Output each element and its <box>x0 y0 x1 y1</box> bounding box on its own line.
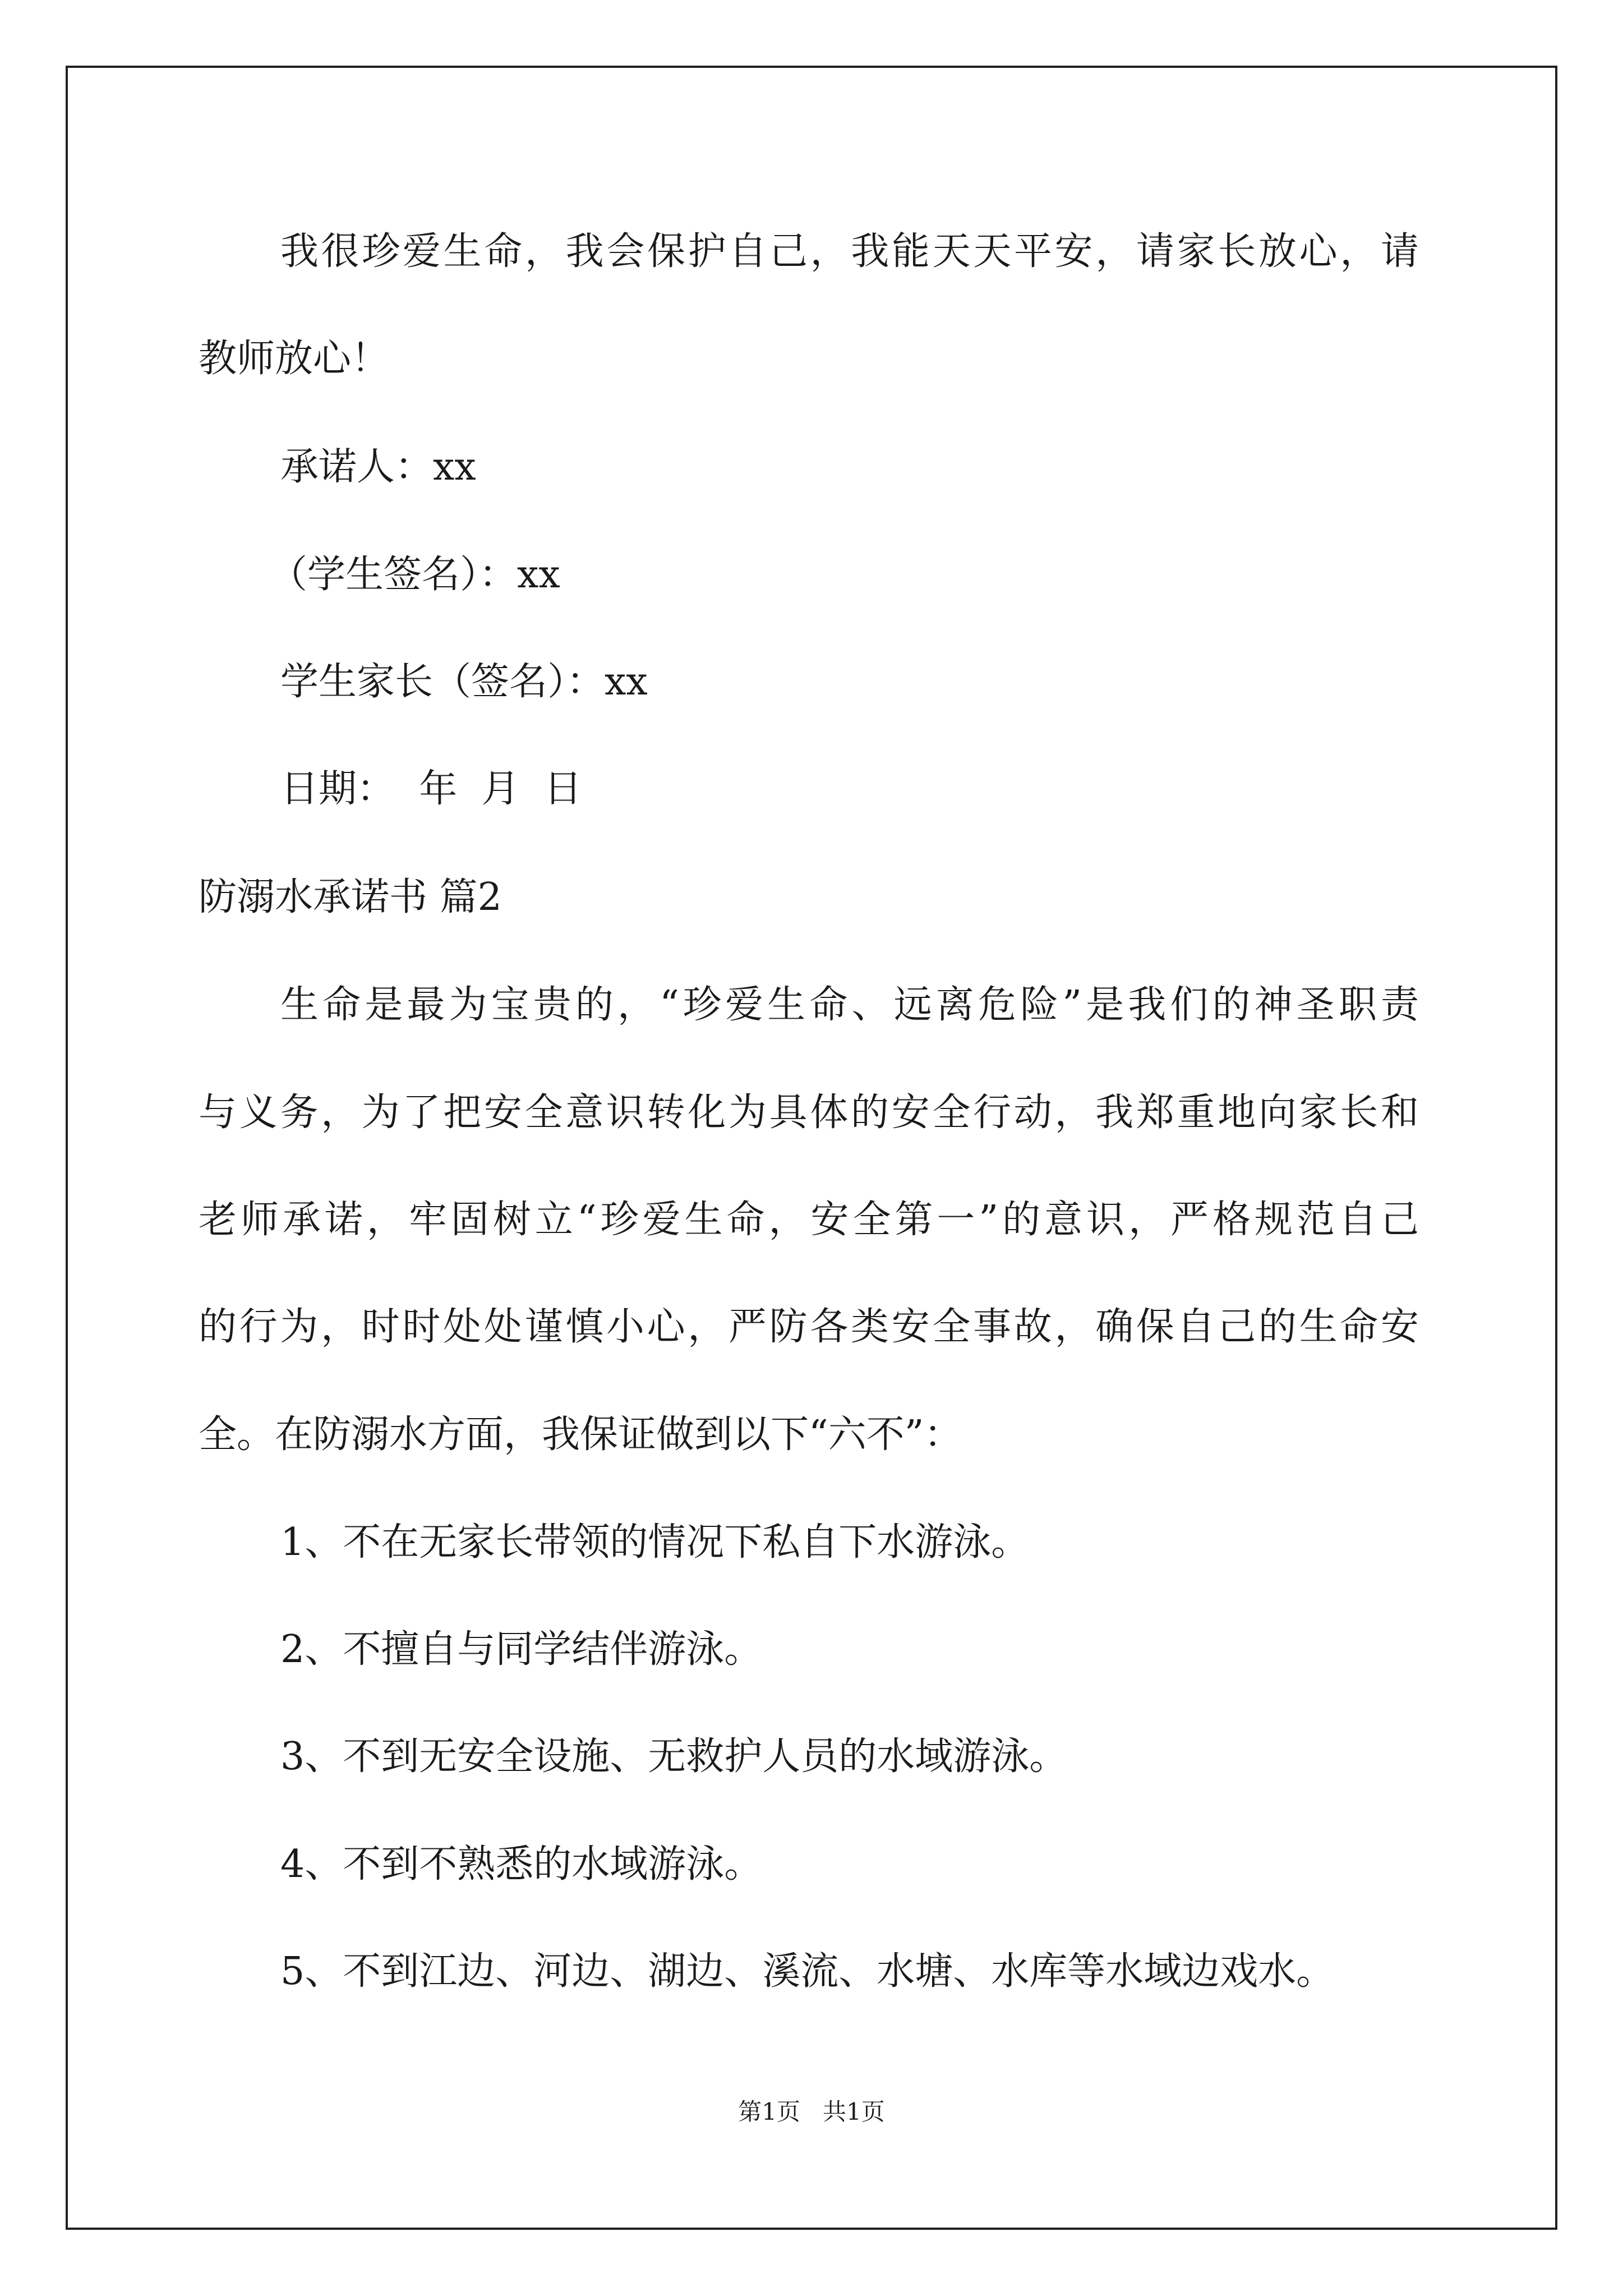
paragraph-line: 老师承诺，牢固树立“珍爱生命，安全第一”的意识，严格规范自己 <box>199 1198 1419 1242</box>
promisor-line: 承诺人：xx <box>280 445 476 489</box>
page-footer: 第1页 共1页 <box>738 2098 885 2125</box>
list-item: 5、不到江边、河边、湖边、溪流、水塘、水库等水域边戏水。 <box>280 1949 1335 1994</box>
parent-signature-line: 学生家长（签名）：xx <box>280 660 648 704</box>
paragraph-line: 我很珍爱生命，我会保护自己，我能天天平安，请家长放心，请 <box>280 229 1419 274</box>
paragraph-line: 的行为，时时处处谨慎小心，严防各类安全事故，确保自己的生命安 <box>199 1305 1419 1349</box>
paragraph-line: 与义务，为了把安全意识转化为具体的安全行动，我郑重地向家长和 <box>199 1091 1419 1135</box>
list-item: 4、不到不熟悉的水域游泳。 <box>280 1842 763 1887</box>
page-border <box>66 66 1557 2230</box>
paragraph-line: 生命是最为宝贵的，“珍爱生命、远离危险”是我们的神圣职责 <box>280 983 1419 1027</box>
paragraph-line: 教师放心！ <box>199 337 390 381</box>
section-title: 防溺水承诺书 篇2 <box>199 875 502 919</box>
paragraph-line: 全。在防溺水方面，我保证做到以下“六不”： <box>199 1412 962 1457</box>
list-item: 2、不擅自与同学结伴游泳。 <box>280 1627 763 1672</box>
date-line: 日期： 年 月 日 <box>280 767 582 811</box>
list-item: 1、不在无家长带领的情况下私自下水游泳。 <box>280 1520 1030 1565</box>
student-signature-line: （学生签名）：xx <box>269 553 560 597</box>
list-item: 3、不到无安全设施、无救护人员的水域游泳。 <box>280 1734 1068 1779</box>
